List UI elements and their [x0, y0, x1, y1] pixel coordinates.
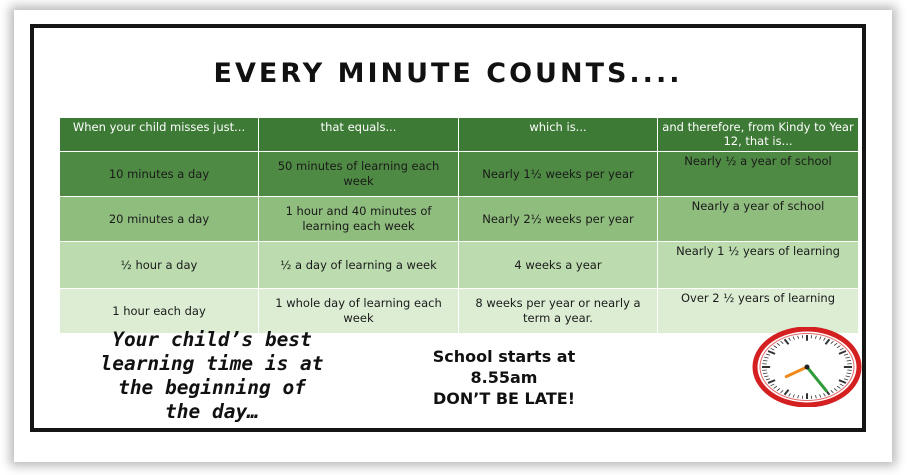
- cell-misses: ½ hour a day: [60, 241, 259, 288]
- poster-title: EVERY MINUTE COUNTS....: [213, 58, 683, 89]
- cell-equals: ½ a day of learning a week: [259, 241, 459, 288]
- notice-line-1: School starts at: [432, 347, 576, 366]
- cell-which-is: 4 weeks a year: [459, 241, 658, 288]
- header-equals: that equals...: [259, 118, 459, 152]
- cell-which-is: Nearly 2½ weeks per year: [459, 196, 658, 241]
- table-row: [60, 241, 859, 288]
- notice-warning: DON’T BE LATE!: [432, 389, 575, 408]
- cell-equals: 1 hour and 40 minutes of learning each week: [259, 196, 459, 241]
- cell-which-is: Nearly 1½ weeks per year: [459, 151, 658, 196]
- cell-total: Nearly a year of school: [658, 196, 859, 241]
- cell-misses: 20 minutes a day: [60, 196, 259, 241]
- cell-total: Nearly 1 ½ years of learning: [658, 241, 859, 288]
- cell-misses: 1 hour each day: [60, 288, 259, 333]
- cell-equals: 1 whole day of learning each week: [259, 288, 459, 333]
- quote-line: learning time is at: [100, 352, 324, 375]
- clock-icon: [752, 327, 862, 407]
- cell-misses: 10 minutes a day: [60, 151, 259, 196]
- learning-time-quote: [72, 328, 352, 424]
- cell-equals: 50 minutes of learning each week: [259, 151, 459, 196]
- quote-line: the beginning of: [118, 376, 306, 399]
- table-row: [60, 196, 859, 241]
- quote-line: the day…: [165, 400, 259, 423]
- header-which-is: which is...: [459, 118, 658, 152]
- quote-line: Your child’s best: [112, 328, 312, 351]
- notice-start-time: 8.55am: [470, 368, 538, 387]
- absence-table: [59, 117, 859, 334]
- table-header-row: [60, 118, 859, 152]
- cell-total: Over 2 ½ years of learning: [658, 288, 859, 333]
- header-misses: When your child misses just...: [60, 118, 259, 152]
- header-kindy-year12: and therefore, from Kindy to Year 12, that is...: [658, 118, 859, 152]
- table-row: [60, 288, 859, 333]
- cell-total: Nearly ½ a year of school: [658, 151, 859, 196]
- school-start-notice: [379, 346, 629, 409]
- poster: [30, 24, 866, 432]
- table-row: [60, 151, 859, 196]
- cell-which-is: 8 weeks per year or nearly a term a year.: [459, 288, 658, 333]
